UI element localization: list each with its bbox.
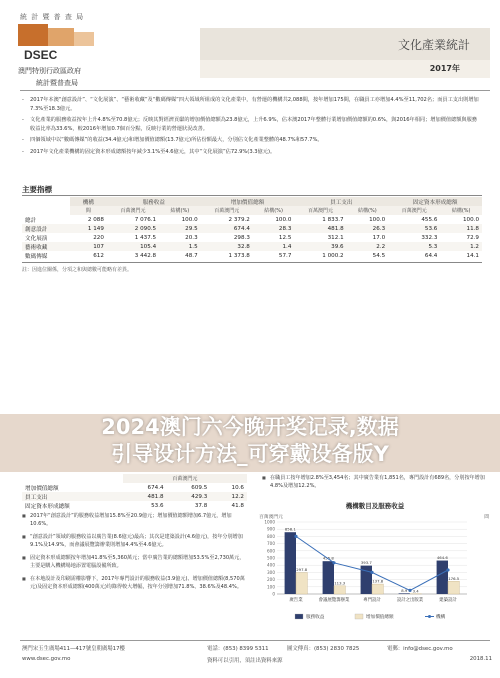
chart-bar-value-added xyxy=(448,581,459,594)
chart-xtick-label: 廣告業 xyxy=(289,598,303,603)
cell: 14.1 xyxy=(466,252,479,259)
row-label: 員工支出 xyxy=(22,492,123,501)
logo-top-text: 統 計 暨 普 查 局 xyxy=(20,13,85,21)
cell: 54.5 xyxy=(372,252,386,259)
col-header: 服務收益 xyxy=(107,197,201,206)
title-band xyxy=(200,28,490,60)
page-title: 文化產業統計 xyxy=(397,38,470,52)
chart-ytick-label: 700 xyxy=(267,541,275,547)
table-footnote: 註：因進位關係，分項之和與總數可能略有差異。 xyxy=(22,267,133,273)
footer-contact xyxy=(22,644,492,652)
chart-data-label: 113.3 xyxy=(334,580,346,586)
chart-ytick-label: 500 xyxy=(267,555,275,561)
table-row xyxy=(22,215,482,224)
cell: 429.3 xyxy=(167,492,211,501)
chart-xtick-label: 設計之出版業 xyxy=(396,598,424,603)
legend-swatch xyxy=(355,614,363,619)
chart-ytick-label: 200 xyxy=(267,577,275,583)
chart-point xyxy=(408,589,411,592)
cell: 48.7 xyxy=(185,252,198,259)
table-row xyxy=(22,233,482,242)
chart-bar-revenue xyxy=(323,561,334,594)
sub-header: 百萬澳門元 xyxy=(107,206,159,215)
banner-line1: 2024澳门六今晚开奖记录,数据 xyxy=(101,415,399,439)
cell: 1 000.2 xyxy=(322,252,344,259)
cell: 7 076.1 xyxy=(134,216,157,223)
logo-abbr: DSEC xyxy=(24,48,58,62)
row-label: 增加價值總額 xyxy=(25,485,59,492)
cell: 72.9 xyxy=(466,234,479,241)
cell: 298.3 xyxy=(233,234,250,241)
chart-title: 機構數目及服務收益 xyxy=(345,502,405,510)
cell: 612 xyxy=(93,252,104,259)
sub-header: 結構(%) xyxy=(440,206,482,215)
cell: 1.4 xyxy=(253,242,295,251)
table-row xyxy=(22,492,247,501)
cell: 1.2 xyxy=(440,242,482,251)
footer-meta xyxy=(22,656,492,662)
revenue-chart xyxy=(255,500,495,630)
chart-bar-revenue xyxy=(285,532,296,594)
chart-ytick-label: 1000 xyxy=(264,519,275,525)
chart-ylabel: 百萬澳門元 xyxy=(259,515,283,520)
chart-data-label: 137.8 xyxy=(372,578,384,584)
footer-website[interactable]: www.dsec.gov.mo xyxy=(22,656,71,662)
overlay-banner-text xyxy=(0,414,500,468)
cell: 12.5 xyxy=(278,234,292,241)
chart-bar-value-added xyxy=(372,584,383,594)
cell: 455.6 xyxy=(421,216,438,223)
cell: 481.8 xyxy=(294,224,346,233)
legend-label: 機構 xyxy=(436,615,446,620)
chart-xtick-label: 會議展覽籌辦業 xyxy=(318,598,350,603)
cell: 37.8 xyxy=(194,502,208,509)
chart-data-label: 464.6 xyxy=(436,555,448,561)
dsec-logo xyxy=(14,12,134,92)
divider xyxy=(20,640,490,641)
cell: 100.0 xyxy=(369,216,386,223)
sub-header: 結構(%) xyxy=(253,206,295,215)
footer-date: 2018.11 xyxy=(469,656,492,662)
chart-point xyxy=(446,568,449,571)
cell: 57.7 xyxy=(278,252,292,259)
cell: 3 442.8 xyxy=(134,252,157,259)
cell: 41.8 xyxy=(231,502,244,509)
sub-header: 結構(%) xyxy=(159,206,201,215)
cell: 107 xyxy=(70,242,107,251)
cell: 2 090.5 xyxy=(107,224,159,233)
divider xyxy=(22,262,482,263)
col-header: 增加價值總額 xyxy=(201,197,295,206)
org-name-line1: 澳門特別行政區政府 xyxy=(18,67,81,75)
table-row xyxy=(22,483,247,492)
bullet-item: - 2017年文化產業機構的固定資本形成總額按年減少3.1%至4.6億元，其中“文化展演”佔72.9%(3.3億元)。 xyxy=(22,148,482,157)
sub-header: 百萬澳門元 xyxy=(201,206,253,215)
bullet-item: ■ 在職員工按年增加2.8%至3,454名；其中廣告業有1,851名，專門設計有689名，分別按年增加4.8%及增加12.2%。 xyxy=(262,474,487,490)
year-band xyxy=(200,60,490,78)
chart-data-label: 297.8 xyxy=(296,567,308,573)
cell: 12.2 xyxy=(210,492,247,501)
chart-data-label: 858.1 xyxy=(284,526,296,532)
chart-xtick-label: 建築設計 xyxy=(439,598,457,603)
table-row xyxy=(22,501,247,510)
divider xyxy=(20,90,490,91)
right-bullets xyxy=(262,474,487,493)
legend-label: 增加價值總額 xyxy=(366,615,394,620)
cell: 220 xyxy=(93,234,104,241)
legend-swatch-marker xyxy=(428,615,431,618)
chart-data-label: 455.8 xyxy=(322,555,334,561)
banner-line2: 引导设计方法_可穿戴设备版Y xyxy=(111,442,389,466)
chart-point xyxy=(370,571,373,574)
legend-label: 服務收益 xyxy=(306,615,325,620)
col-header: 員工支出 xyxy=(294,197,388,206)
cell: 5.3 xyxy=(388,242,440,251)
row-label: 文化展演 xyxy=(25,235,48,242)
chart-ytick-label: 800 xyxy=(267,533,275,539)
row-label: 數碼傳媒 xyxy=(25,253,48,260)
chart-point xyxy=(332,561,335,564)
chart-ytick-label: 900 xyxy=(267,526,275,532)
org-name-line2: 統計暨普查局 xyxy=(36,79,78,87)
table-row xyxy=(22,224,482,233)
cell: 105.4 xyxy=(107,242,159,251)
cell: 11.8 xyxy=(440,224,482,233)
bullet-item: - 四個領域中以“數碼傳媒”的收益(34.4億元)和增加價值總額(13.7億元)所佔份額最大，分別佔文化產業整體的48.7%和57.7%。 xyxy=(22,136,482,145)
cell: 10.6 xyxy=(231,484,244,491)
cell: 100.0 xyxy=(181,216,198,223)
bullet-item: - 2017年本澳“創意設計”、“文化展演”、“藝術收藏”及“數碼傳媒”四大領域所組成的文化產業中，有營運的機構共2,088間，按年增加175間，在職員工亦增加4.4%至11,702名；而員工支出則增加7.3%至18.3億元。 xyxy=(22,96,482,113)
cell: 26.3 xyxy=(347,224,389,233)
cell: 1 833.7 xyxy=(322,216,344,223)
footer-phone: 電話：(853) 8399 5311 xyxy=(207,646,269,652)
chart-ytick-label: 100 xyxy=(267,584,275,590)
cell: 1 437.5 xyxy=(134,234,157,241)
cell: 29.5 xyxy=(159,224,201,233)
col-header: 固定資本形成總額 xyxy=(388,197,482,206)
sub-header: 百萬澳門元 xyxy=(294,206,346,215)
cell: 2 088 xyxy=(87,216,104,223)
chart-bar-revenue xyxy=(437,561,448,594)
left-bullets xyxy=(22,512,247,596)
sub-header: 結構(%) xyxy=(347,206,389,215)
cell: 674.4 xyxy=(147,484,164,491)
cell: 28.3 xyxy=(253,224,295,233)
chart-data-label: 393.7 xyxy=(360,560,372,566)
footer-email[interactable]: 電郵：info@dsec.gov.mo xyxy=(387,646,453,652)
main-indicators-title: 主要指標 xyxy=(22,185,52,194)
cell: 64.4 xyxy=(424,252,438,259)
chart-xtick-label: 專門設計 xyxy=(363,598,381,603)
cell: 100.0 xyxy=(275,216,292,223)
footer-fax: 圖文傳真：(853) 2830 7825 xyxy=(287,646,360,652)
cell: 53.6 xyxy=(388,224,440,233)
cell: 53.6 xyxy=(151,502,164,509)
cell: 312.1 xyxy=(327,234,344,241)
sub-header: 間 xyxy=(70,206,107,215)
table-row xyxy=(22,251,482,260)
divider xyxy=(22,195,482,196)
chart-data-label: 176.5 xyxy=(448,575,460,581)
report-year: 2017年 xyxy=(429,64,460,73)
cell: 32.8 xyxy=(201,242,253,251)
cell: 1 373.8 xyxy=(228,252,250,259)
cell: 481.8 xyxy=(123,492,167,501)
bullet-item: ■ 固定資本形成總額按年增加41.8%至5,360萬元；當中廣告業的總額增加53.5%至2,730萬元，主要是購入機構場地添置電腦設備所致。 xyxy=(22,554,247,570)
cell: 39.6 xyxy=(294,242,346,251)
footer-address: 澳門宋玉生廣場411—417號皇朝廣場17樓 xyxy=(22,646,125,652)
col-header: 百萬澳門元 xyxy=(123,474,247,483)
cell: 100.0 xyxy=(462,216,479,223)
chart-bar-value-added xyxy=(334,586,345,594)
table-corner xyxy=(22,474,123,483)
main-indicators-table xyxy=(22,197,482,260)
summary-bullets xyxy=(22,96,482,159)
cell: 1 149 xyxy=(70,224,107,233)
cell: 20.3 xyxy=(185,234,198,241)
bullet-item: ■ 在本地設計及印刷需權影響下，2017年專門設計的服務收益(3.9億元)、增加價值總額(8,570萬元)及固定資本形成總額(400萬元)均錄得較大增幅，按年分別增加71.8%、38.6%及48.4%。 xyxy=(22,575,247,591)
chart-ytick-label: 300 xyxy=(267,569,275,575)
cell: 609.5 xyxy=(191,484,208,491)
cell: 674.4 xyxy=(201,224,253,233)
table-row xyxy=(22,242,482,251)
chart-y2label: 間 xyxy=(484,515,489,520)
col-header: 機構 xyxy=(70,197,107,206)
chart-svg xyxy=(255,500,495,630)
sub-header: 百萬澳門元 xyxy=(388,206,440,215)
row-label: 固定資本形成總額 xyxy=(25,503,70,510)
row-label: 藝術收藏 xyxy=(22,242,70,251)
bullet-item: ■ “創意設計”領域的服務收益以廣告業(8.6億元)最高；其次是建築設計(4.6億元)，按年分別增加9.1%及14.9%，而會議展覽籌辦業則增加4.4%至4.6億元。 xyxy=(22,533,247,549)
cell: 1.5 xyxy=(159,242,201,251)
chart-ytick-label: 400 xyxy=(267,562,275,568)
chart-ytick-label: 600 xyxy=(267,548,275,554)
chart-data-label: 8.9 xyxy=(401,587,408,593)
table-corner xyxy=(22,206,70,215)
row-label: 總計 xyxy=(25,217,37,224)
bullet-item: - 文化產業的服務收益按年上升4.8%至70.8億元；反映其對經濟貢獻的增加價值總額為23.8億元，上升6.9%，佔本澳2017年整體行業增加價值總額的0.6%，與2016年相同；增加價值總額與服務收益比率為33.6%，較2016年增加0.7個百分點，反映行業的營運狀況改善。 xyxy=(22,116,482,133)
chart-bar-revenue xyxy=(399,593,410,594)
chart-data-label: 3.4 xyxy=(412,588,419,594)
cell: 332.3 xyxy=(421,234,438,241)
cell: 17.0 xyxy=(372,234,386,241)
footer-note: 資料可以引用，須註出資料來源 xyxy=(207,658,283,664)
cell: 2.2 xyxy=(347,242,389,251)
row-label: 創意設計 xyxy=(22,224,70,233)
chart-bar-value-added xyxy=(296,573,307,594)
legend-swatch xyxy=(295,614,303,619)
chart-point xyxy=(294,535,297,538)
table-corner xyxy=(22,197,70,206)
bullet-item: ■ 2017年“創意設計”的服務收益增加15.8%至20.9億元；增加價值總額增加6.7億元，增加10.6%。 xyxy=(22,512,247,528)
lower-table xyxy=(22,474,247,510)
cell: 2 379.2 xyxy=(228,216,250,223)
chart-ytick-label: 0 xyxy=(272,591,275,597)
